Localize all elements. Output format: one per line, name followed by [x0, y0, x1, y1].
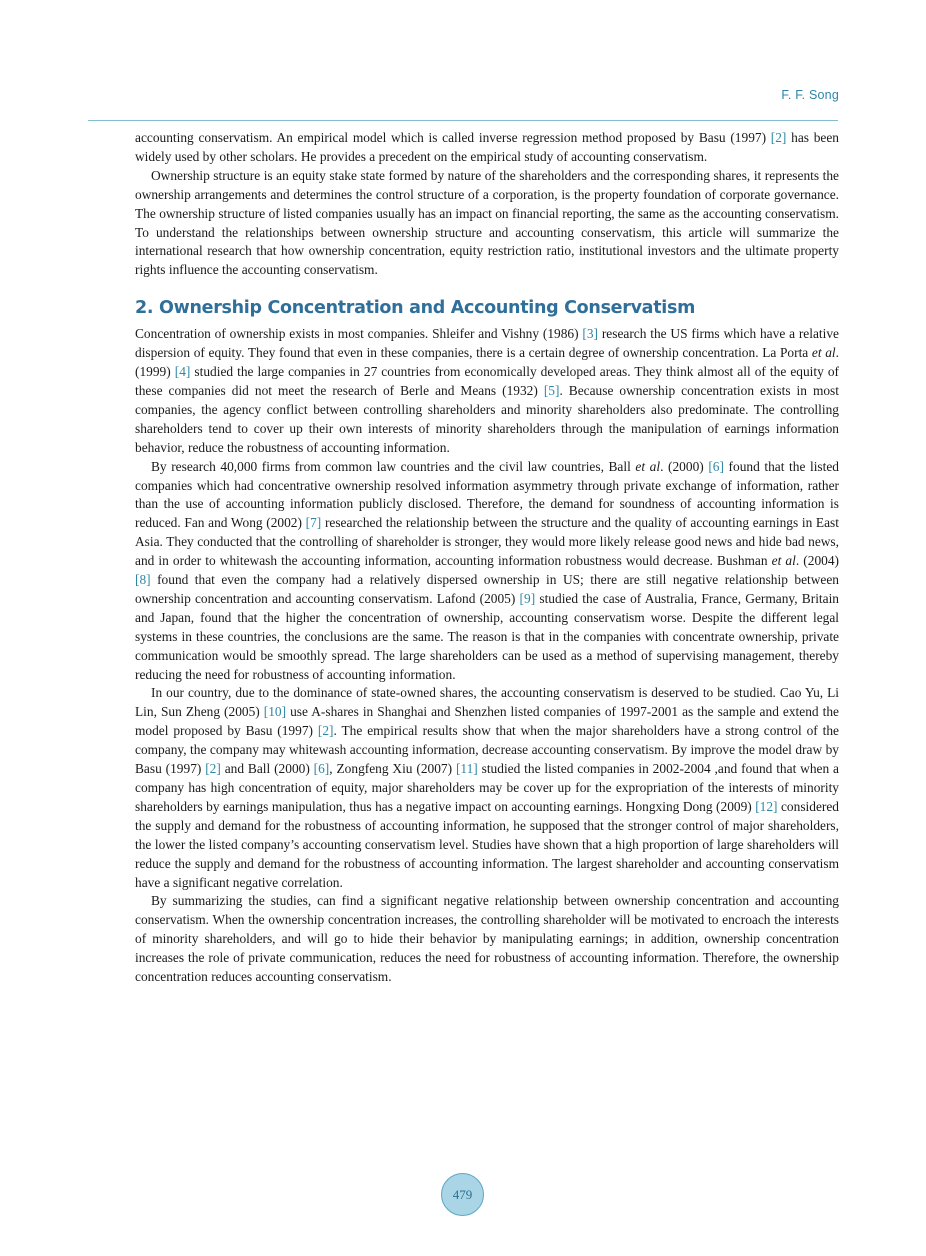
paragraph-continued: accounting conservatism. An empirical model which is called inverse regression method proposed by Basu (1997) [2] has been widely used by other scholars. He provides a precedent on the empirical study of accounting conservatism.: [135, 130, 839, 164]
page-number: 479: [452, 1186, 473, 1202]
paragraph: Concentration of ownership exists in most companies. Shleifer and Vishny (1986) [3] research the US firms which have a relative dispersion of equity. They found that even in these companies, there is a certain degree of ownership concentration. La Porta et al. (1999) [4] studied the large companies in 27 countries from economically developed areas. They think almost all of the equity of these companies did not meet the research of Berle and Means (1932) [5]. Because ownership concentration exists in most companies, the agency conflict between controlling shareholders and minority shareholders also predominate. The controlling shareholders tend to cover up their own interests of minority shareholders through the manipulation of earnings information behavior, reduce the robustness of accounting information.: [135, 326, 839, 455]
citation-link[interactable]: [6]: [313, 761, 330, 777]
paragraph: By research 40,000 firms from common law countries and the civil law countries, Ball et al. (2000) [6] found that the listed companies which had concentrative ownership resolved information asymmetry through private exchange of information, rather than the use of accounting information publicly disclosed. Therefore, the demand for soundness of accounting information is reduced. Fan and Wong (2002) [7] researched the relationship between the structure and the quality of accounting earnings in East Asia. They conducted that the controlling of shareholder is stronger, they would more likely release good news and hide bad news, and in order to whitewash the accounting information, accounting information robustness would decrease. Bushman et al. (2004) [8] found that even the company had a relatively dispersed ownership in US; there are still negative relationship between ownership concentration and accounting conservatism. Lafond (2005) [9] studied the case of Australia, France, Germany, Britain and Japan, found that the higher the concentration of ownership, accounting conservatism worse. Despite the different legal systems in these countries, the conclusions are the same. The reason is that in the companies with concentrate ownership, private communication would be smoothly spread. The large shareholders can be used as a method of supervising management, thereby reducing the need for robustness of accounting information.: [135, 458, 840, 682]
paragraph: In our country, due to the dominance of state-owned shares, the accounting conservatism is deserved to be studied. Cao Yu, Li Lin, Sun Zheng (2005) [10] use A-shares in Shanghai and Shenzhen listed companies of 1997-2001 as the sample and extend the model proposed by Basu (1997) [2]. The empirical results show that when the major shareholders have a strong control of the company, the company may whitewash accounting information, decrease accounting conservatism. By improve the model draw by Basu (1997) [2] and Ball (2000) [6], Zongfeng Xiu (2007) [11] studied the listed companies in 2002-2004 ,and found that when a company has high concentration of equity, major shareholders may be cover up for the expropriation of the interests of minority shareholders by earnings manipulation, thus has a negative impact on accounting earnings. Hongxing Dong (2009) [12] considered the supply and demand for the robustness of accounting information, he supposed that the stronger control of major shareholders, the lower the listed company’s accounting conservatism level. Studies have shown that a high proportion of large shareholders will reduce the supply and demand for the robustness of accounting information. The largest shareholder and accounting conservatism have a significant negative correlation.: [135, 685, 839, 890]
citation-link[interactable]: [8]: [135, 572, 151, 588]
citation-link[interactable]: [12]: [755, 798, 778, 814]
citation-link[interactable]: [2]: [770, 130, 787, 145]
paragraph: By summarizing the studies, can find a significant negative relationship between ownership concentration and accounting conservatism. When the ownership concentration increases, the controlling shareholder will be motivated to encroach the interests of minority shareholders, and will go to hide their behavior by manipulating earnings; in addition, ownership concentration increases the role of private communication, reduces the need for robustness of accounting information. Therefore, the ownership concentration reduces accounting conservatism.: [135, 893, 839, 985]
paragraph: Ownership structure is an equity stake state formed by nature of the shareholders and the corresponding shares, it represents the ownership arrangements and determines the control structure of a corporation, is the property foundation of corporate governance. The ownership structure of listed companies usually has an impact on financial reporting, the same as the accounting conservatism. To understand the relationships between ownership structure and accounting conservatism, this article will summarize the international research that how ownership concentration, equity restriction ratio, institutional investors and the ultimate property rights influence the accounting conservatism.: [135, 167, 839, 278]
page-number-badge: [441, 1173, 484, 1216]
citation-link[interactable]: [9]: [519, 590, 536, 606]
citation-link[interactable]: [4]: [174, 364, 191, 380]
citation-link[interactable]: [6]: [708, 458, 724, 474]
citation-link[interactable]: [3]: [582, 326, 599, 342]
citation-link[interactable]: [11]: [455, 761, 478, 777]
header-rule: [88, 120, 838, 121]
running-header-author: F. F. Song: [781, 88, 839, 102]
citation-link[interactable]: [7]: [305, 515, 322, 531]
citation-link[interactable]: [5]: [543, 382, 560, 398]
citation-link[interactable]: [10]: [263, 704, 287, 720]
section-heading: 2. Ownership Concentration and Accounting Conservatism: [135, 298, 696, 319]
citation-link[interactable]: [2]: [205, 761, 221, 777]
article-body: [135, 129, 839, 987]
citation-link[interactable]: [2]: [317, 723, 334, 739]
